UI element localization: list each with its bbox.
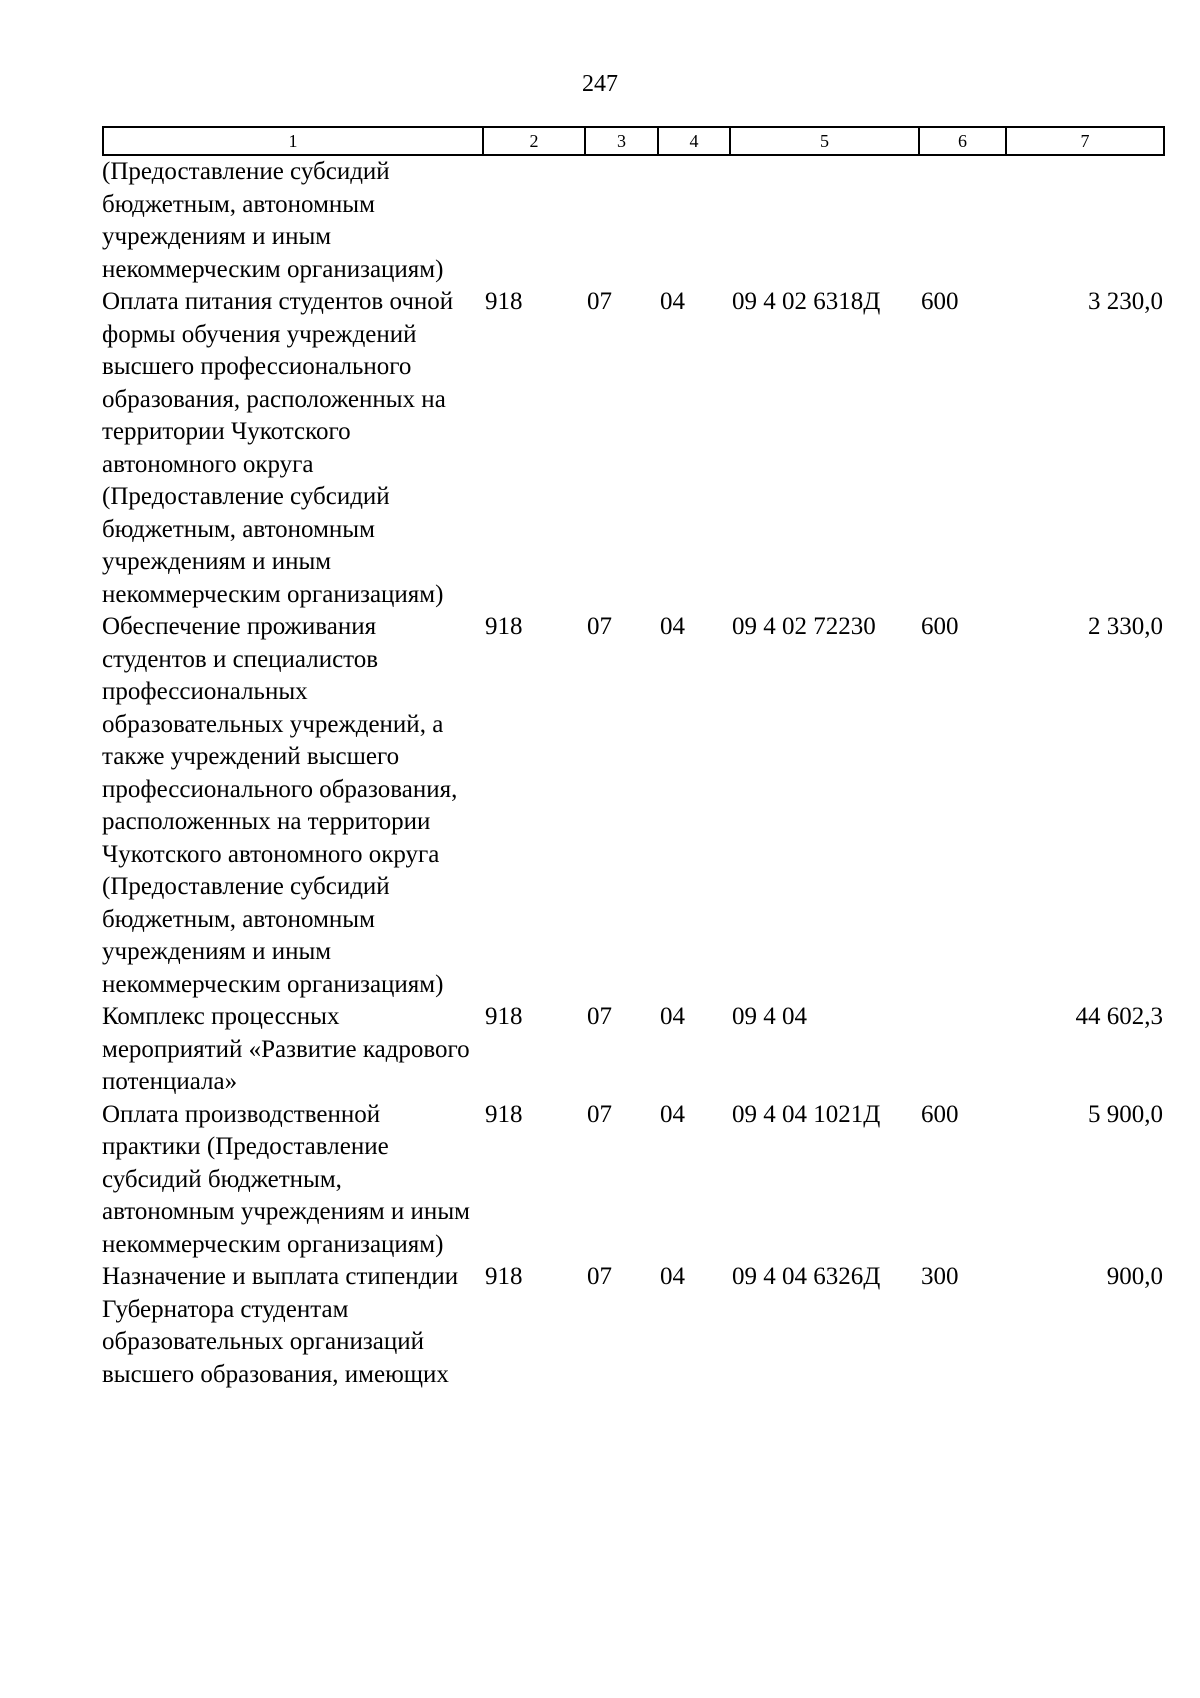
row-code-2: 918 (485, 288, 523, 315)
row-code-2: 918 (485, 1100, 523, 1128)
row-code-4: 04 (660, 1003, 685, 1030)
row-name: Оплата питания студентов очной формы обучения учреждений высшего профессионального образования, расположенных на территории Чукотского автономного округа (Предоставление субсидий бюджетным, автономным учреждениям и иным некоммерческим организациям) (102, 288, 454, 608)
row-code-5: 09 4 04 1021Д (732, 1100, 881, 1128)
table-row (102, 286, 1163, 611)
header-col-4: 4 (658, 127, 730, 155)
row-code-4: 04 (660, 613, 685, 640)
row-code-2 (482, 156, 584, 286)
row-name: Оплата производственной практики (Предоставление субсидий бюджетным, автономным учреждениям и иным некоммерческим организациям) (102, 1100, 470, 1258)
row-code-6: 300 (921, 1263, 959, 1290)
header-col-2: 2 (483, 127, 585, 155)
header-col-1: 1 (103, 127, 483, 155)
row-code-3: 07 (587, 1100, 612, 1128)
row-code-3: 07 (587, 288, 612, 315)
row-code-5: 09 4 02 72230 (732, 613, 876, 640)
row-amount: 5 900,0 (1088, 1100, 1163, 1128)
row-code-4: 04 (660, 1263, 685, 1290)
page-number: 247 (582, 71, 618, 97)
row-code-5 (729, 156, 918, 286)
row-amount: 2 330,0 (1088, 613, 1163, 640)
table-row (102, 1099, 1163, 1262)
table-row (102, 1001, 1163, 1099)
row-amount: 44 602,3 (1075, 1003, 1163, 1030)
column-number-header (102, 126, 1165, 156)
row-code-3 (584, 156, 657, 286)
header-col-5: 5 (730, 127, 919, 155)
row-code-2: 918 (485, 1003, 523, 1030)
header-col-3: 3 (585, 127, 658, 155)
row-amount: 3 230,0 (1088, 288, 1163, 315)
row-amount (1005, 156, 1163, 286)
row-code-6 (918, 156, 1005, 286)
row-code-6: 600 (921, 613, 959, 640)
row-name: (Предоставление субсидий бюджетным, автономным учреждениям и иным некоммерческим организациям) (102, 158, 444, 283)
row-code-3: 07 (587, 613, 612, 640)
header-col-7: 7 (1006, 127, 1164, 155)
row-code-2: 918 (485, 613, 523, 640)
budget-table (102, 156, 1163, 1391)
row-name: Комплекс процессных мероприятий «Развитие кадрового потенциала» (102, 1003, 470, 1095)
row-code-4: 04 (660, 288, 685, 315)
row-name: Обеспечение проживания студентов и специалистов профессиональных образовательных учреждений, а также учреждений высшего профессионального образования, расположенных на территории Чукотского автономного округа (Предоставление субсидий бюджетным, автономным учреждениям и иным некоммерческим организациям) (102, 613, 458, 998)
row-code-6 (918, 1001, 1005, 1099)
header-col-6: 6 (919, 127, 1006, 155)
row-code-6: 600 (921, 288, 959, 315)
table-row (102, 611, 1163, 1001)
row-code-3: 07 (587, 1263, 612, 1290)
row-code-5: 09 4 04 6326Д (732, 1263, 881, 1290)
row-code-2: 918 (485, 1263, 523, 1290)
row-amount: 900,0 (1106, 1263, 1163, 1290)
row-code-6: 600 (921, 1100, 959, 1128)
table-row (102, 1261, 1163, 1391)
row-code-4: 04 (660, 1100, 685, 1128)
row-code-5: 09 4 02 6318Д (732, 288, 881, 315)
row-name: Назначение и выплата стипендии Губернатора студентам образовательных организаций высшего образования, имеющих (102, 1263, 459, 1388)
row-code-3: 07 (587, 1003, 612, 1030)
row-code-4 (657, 156, 729, 286)
row-code-5: 09 4 04 (732, 1003, 807, 1030)
table-row (102, 156, 1163, 286)
